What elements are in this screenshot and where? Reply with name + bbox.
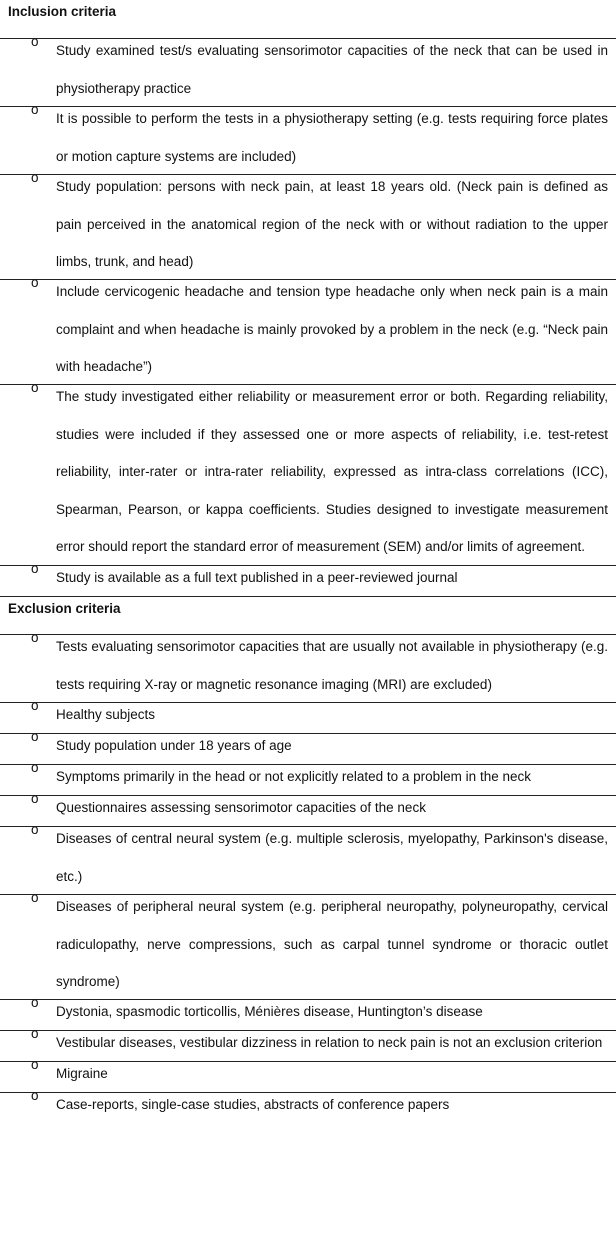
inclusion-item-text: The study investigated either reliability or measurement error or both. Regarding reliability, studies were included if they assessed one or more aspects of reliability, i.e. test-retest reliability, inter-rater or intra-rater reliability, expressed as intra-class correlations (ICC), Spearman, Pearson, or kappa coefficients. Studies designed to investigate measurement error should report the standard error of measurement (SEM) and/or limits of agreement. bbox=[56, 389, 608, 554]
exclusion-item-text: Healthy subjects bbox=[56, 707, 156, 722]
bullet-marker: o bbox=[31, 760, 39, 775]
bullet-marker: o bbox=[31, 890, 39, 905]
inclusion-item bbox=[0, 167, 616, 280]
bullet-marker: o bbox=[31, 1088, 39, 1103]
exclusion-heading: Exclusion criteria bbox=[0, 597, 616, 635]
exclusion-item-text: Case-reports, single-case studies, abstracts of conference papers bbox=[56, 1097, 450, 1112]
inclusion-heading: Inclusion criteria bbox=[0, 0, 616, 39]
exclusion-item-text: Diseases of peripheral neural system (e.g. peripheral neuropathy, polyneuropathy, cervical radiculopathy, nerve compressions, such as carpal tunnel syndrome or thoracic outlet syndrome) bbox=[56, 899, 608, 989]
exclusion-item bbox=[0, 627, 616, 703]
inclusion-item bbox=[0, 377, 616, 566]
inclusion-item-text: Study is available as a full text published in a peer-reviewed journal bbox=[56, 570, 458, 585]
inclusion-item bbox=[0, 31, 616, 107]
exclusion-item bbox=[0, 887, 616, 1000]
bullet-marker: o bbox=[31, 561, 39, 576]
exclusion-item bbox=[0, 1085, 616, 1124]
inclusion-item bbox=[0, 558, 616, 597]
exclusion-item-text: Tests evaluating sensorimotor capacities that are usually not available in physiotherapy (e.g. tests requiring X-ray or magnetic resonance imaging (MRI) are excluded) bbox=[56, 639, 608, 692]
exclusion-item-text: Migraine bbox=[56, 1066, 108, 1081]
bullet-marker: o bbox=[31, 729, 39, 744]
inclusion-item-text: Study population: persons with neck pain, at least 18 years old. (Neck pain is defined as pain perceived in the anatomical region of the neck with or without radiation to the upper limbs, trunk, and head) bbox=[56, 179, 608, 269]
bullet-marker: o bbox=[31, 791, 39, 806]
bullet-marker: o bbox=[31, 1057, 39, 1072]
bullet-marker: o bbox=[31, 995, 39, 1010]
exclusion-item-text: Questionnaires assessing sensorimotor capacities of the neck bbox=[56, 800, 426, 815]
bullet-marker: o bbox=[31, 630, 39, 645]
inclusion-item bbox=[0, 99, 616, 175]
bullet-marker: o bbox=[31, 698, 39, 713]
inclusion-item-text: Study examined test/s evaluating sensorimotor capacities of the neck that can be used in physiotherapy practice bbox=[56, 43, 608, 96]
inclusion-item-text: It is possible to perform the tests in a physiotherapy setting (e.g. tests requiring force plates or motion capture systems are included) bbox=[56, 111, 608, 164]
bullet-marker: o bbox=[31, 102, 39, 117]
inclusion-item-text: Include cervicogenic headache and tension type headache only when neck pain is a main complaint and when headache is mainly provoked by a problem in the neck (e.g. “Neck pain with headache”) bbox=[56, 284, 608, 374]
bullet-marker: o bbox=[31, 1026, 39, 1041]
exclusion-item-text: Dystonia, spasmodic torticollis, Ménières disease, Huntington’s disease bbox=[56, 1004, 483, 1019]
exclusion-item-text: Symptoms primarily in the head or not explicitly related to a problem in the neck bbox=[56, 769, 531, 784]
inclusion-item bbox=[0, 272, 616, 385]
exclusion-item-text: Study population under 18 years of age bbox=[56, 738, 292, 753]
bullet-marker: o bbox=[31, 275, 39, 290]
bullet-marker: o bbox=[31, 34, 39, 49]
exclusion-item-text: Diseases of central neural system (e.g. multiple sclerosis, myelopathy, Parkinson's disease, etc.) bbox=[56, 831, 608, 884]
bullet-marker: o bbox=[31, 170, 39, 185]
exclusion-item bbox=[0, 819, 616, 895]
bullet-marker: o bbox=[31, 822, 39, 837]
bullet-marker: o bbox=[31, 380, 39, 395]
exclusion-item-text: Vestibular diseases, vestibular dizziness in relation to neck pain is not an exclusion criterion bbox=[56, 1035, 603, 1050]
